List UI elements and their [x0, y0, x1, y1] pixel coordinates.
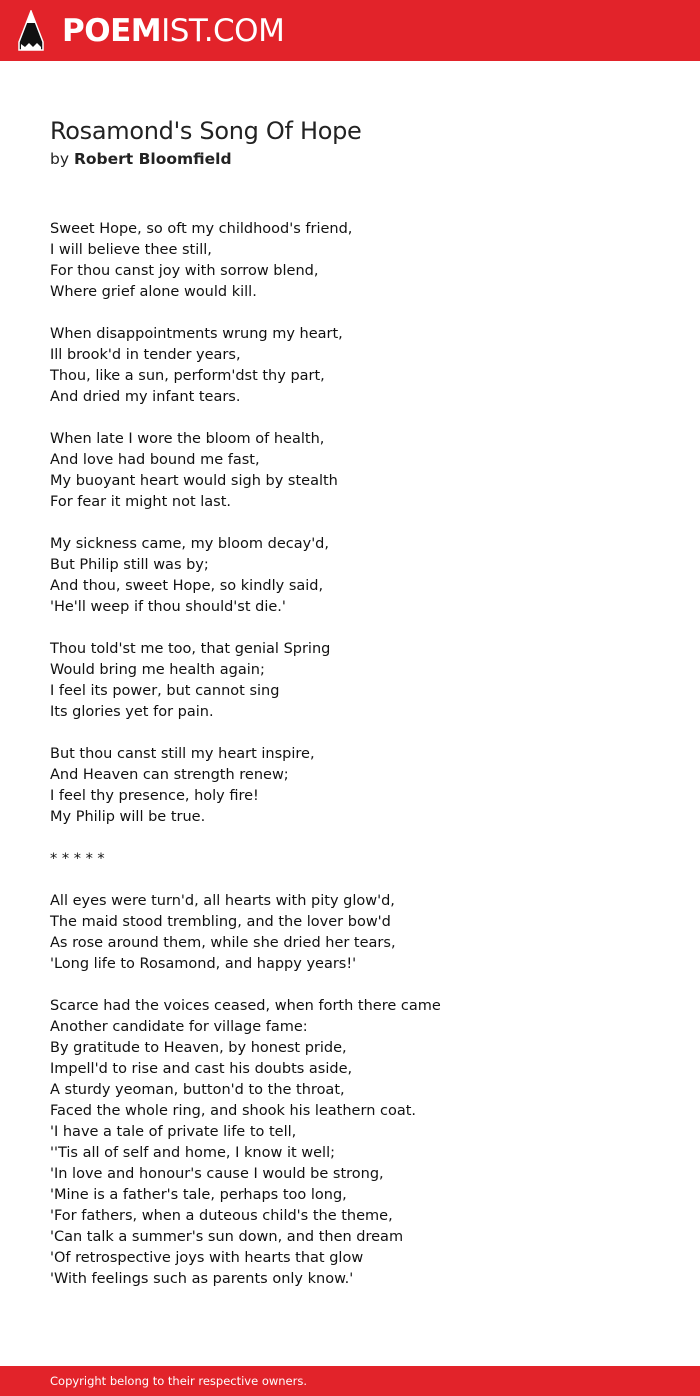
poem-line: For fear it might not last. [50, 494, 232, 510]
brand-bold-text: POEM [62, 13, 162, 49]
poem-line: I feel thy presence, holy fire! [50, 788, 259, 804]
poem-line: And Heaven can strength renew; [50, 767, 289, 783]
poem-stanza [50, 324, 670, 408]
poem-line: * * * * * [50, 851, 105, 867]
poem-line: Thou, like a sun, perform'dst thy part, [50, 368, 325, 384]
poem-line: 'Mine is a father's tale, perhaps too long, [50, 1187, 347, 1203]
poem-line: When late I wore the bloom of health, [50, 431, 325, 447]
poem-line: 'He'll weep if thou should'st die.' [50, 599, 286, 615]
site-footer [0, 1366, 700, 1396]
poem-line: Its glories yet for pain. [50, 704, 214, 720]
poem-line: Faced the whole ring, and shook his leathern coat. [50, 1103, 417, 1119]
poem-line: My buoyant heart would sigh by stealth [50, 473, 338, 489]
poem-stanza [50, 429, 670, 513]
poem-line: But Philip still was by; [50, 557, 209, 573]
poem-line: 'For fathers, when a duteous child's the theme, [50, 1208, 393, 1224]
poem-line: 'Of retrospective joys with hearts that glow [50, 1250, 364, 1266]
poem-line: 'Long life to Rosamond, and happy years!' [50, 956, 357, 972]
poem-line: 'With feelings such as parents only know.' [50, 1271, 354, 1287]
poem-line: I feel its power, but cannot sing [50, 683, 280, 699]
poem-title: Rosamond's Song Of Hope [50, 117, 362, 145]
poem-stanza [50, 996, 670, 1290]
poem-body [50, 219, 670, 1311]
poem-line: Scarce had the voices ceased, when forth there came [50, 998, 441, 1014]
poem-line: Impell'd to rise and cast his doubts aside, [50, 1061, 353, 1077]
poem-line: All eyes were turn'd, all hearts with pity glow'd, [50, 893, 395, 909]
poem-line: And dried my infant tears. [50, 389, 241, 405]
pencil-logo-icon[interactable] [18, 10, 44, 52]
poem-line: But thou canst still my heart inspire, [50, 746, 315, 762]
brand-light-text: IST.COM [161, 13, 285, 49]
poem-line: Thou told'st me too, that genial Spring [50, 641, 331, 657]
poem-line: Would bring me health again; [50, 662, 265, 678]
poem-line: And thou, sweet Hope, so kindly said, [50, 578, 324, 594]
poem-line: 'I have a tale of private life to tell, [50, 1124, 297, 1140]
poem-line: 'Can talk a summer's sun down, and then dream [50, 1229, 404, 1245]
site-header [0, 0, 700, 61]
poem-line: Sweet Hope, so oft my childhood's friend, [50, 221, 353, 237]
poem-stanza [50, 639, 670, 723]
poem-line: For thou canst joy with sorrow blend, [50, 263, 319, 279]
poem-stanza [50, 534, 670, 618]
poem-stanza [50, 891, 670, 975]
poem-line: By gratitude to Heaven, by honest pride, [50, 1040, 347, 1056]
poem-line: Ill brook'd in tender years, [50, 347, 241, 363]
poem-line: The maid stood trembling, and the lover bow'd [50, 914, 391, 930]
poem-line: ''Tis all of self and home, I know it well; [50, 1145, 336, 1161]
poem-line: Another candidate for village fame: [50, 1019, 308, 1035]
poem-stanza [50, 219, 670, 303]
poem-byline [50, 149, 232, 169]
poem-stanza [50, 744, 670, 828]
copyright-text: Copyright belong to their respective owners. [50, 1374, 308, 1388]
poem-line: When disappointments wrung my heart, [50, 326, 343, 342]
poem-stanza [50, 849, 670, 870]
poem-line: 'In love and honour's cause I would be strong, [50, 1166, 384, 1182]
poem-line: Where grief alone would kill. [50, 284, 257, 300]
poem-line: My sickness came, my bloom decay'd, [50, 536, 329, 552]
poem-line: I will believe thee still, [50, 242, 212, 258]
by-label: by [50, 150, 70, 168]
poem-line: And love had bound me fast, [50, 452, 260, 468]
poem-line: As rose around them, while she dried her tears, [50, 935, 396, 951]
site-logo-link[interactable] [62, 13, 284, 49]
poem-line: A sturdy yeoman, button'd to the throat, [50, 1082, 345, 1098]
author-name[interactable]: Robert Bloomfield [73, 150, 232, 168]
poem-line: My Philip will be true. [50, 809, 206, 825]
